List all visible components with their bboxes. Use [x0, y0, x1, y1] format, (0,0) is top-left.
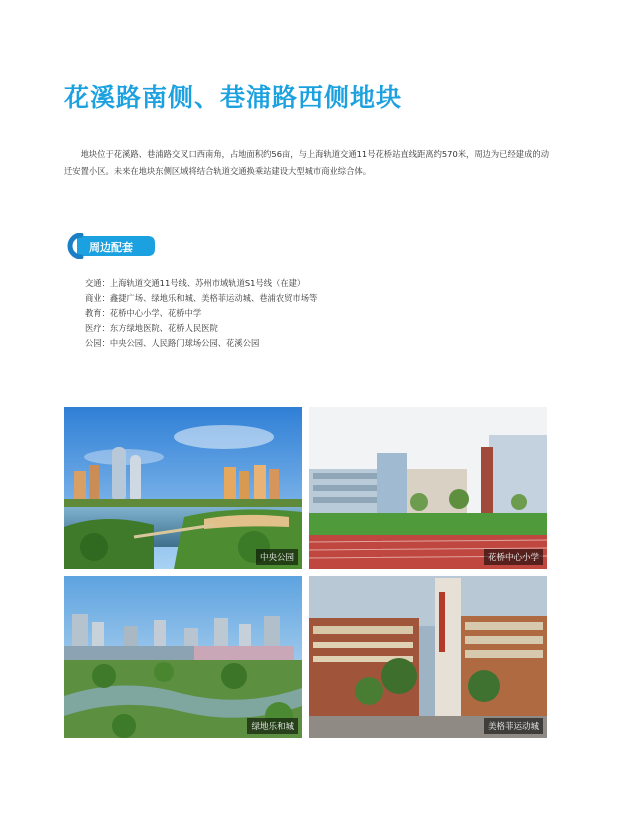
- list-item: 公园：中央公园、人民路门球场公园、花溪公园: [85, 338, 260, 348]
- greenland-image: [64, 576, 302, 738]
- list-item: 医疗：东方绿地医院、花桥人民医院: [85, 323, 218, 333]
- photo-central-park: [64, 407, 302, 569]
- photo-caption: 花桥中心小学: [484, 549, 543, 565]
- megafit-image: [309, 576, 547, 738]
- list-item: 交通：上海轨道交通11号线、苏州市域轨道S1号线（在建）: [85, 278, 306, 288]
- photo-caption: 中央公园: [256, 549, 298, 565]
- list-item: 教育：花桥中心小学、花桥中学: [85, 308, 202, 318]
- intro-text: 地块位于花溪路、巷浦路交叉口西南角，占地面积约56亩，与上海轨道交通11号花桥站直线距离约570米，周边为已经建成的动迁安置小区。未来在地块东侧区域将结合轨道交通换乘站建设大型城市商业综合体。: [64, 149, 549, 176]
- photo-caption: 绿地乐和城: [247, 718, 298, 734]
- amenities-list: [85, 276, 317, 351]
- page-title: 花溪路南侧、巷浦路西侧地块: [64, 83, 403, 112]
- section-badge-label: 周边配套: [89, 241, 133, 254]
- photo-megafit: [309, 576, 547, 738]
- section-badge: [64, 233, 158, 259]
- central-park-image: [64, 407, 302, 569]
- photo-caption: 美格菲运动城: [484, 718, 543, 734]
- school-image: [309, 407, 547, 569]
- photo-school: [309, 407, 547, 569]
- photo-greenland: [64, 576, 302, 738]
- list-item: 商业：鑫捷广场、绿地乐和城、美格菲运动城、巷浦农贸市场等: [85, 293, 318, 303]
- intro-paragraph: [64, 146, 554, 180]
